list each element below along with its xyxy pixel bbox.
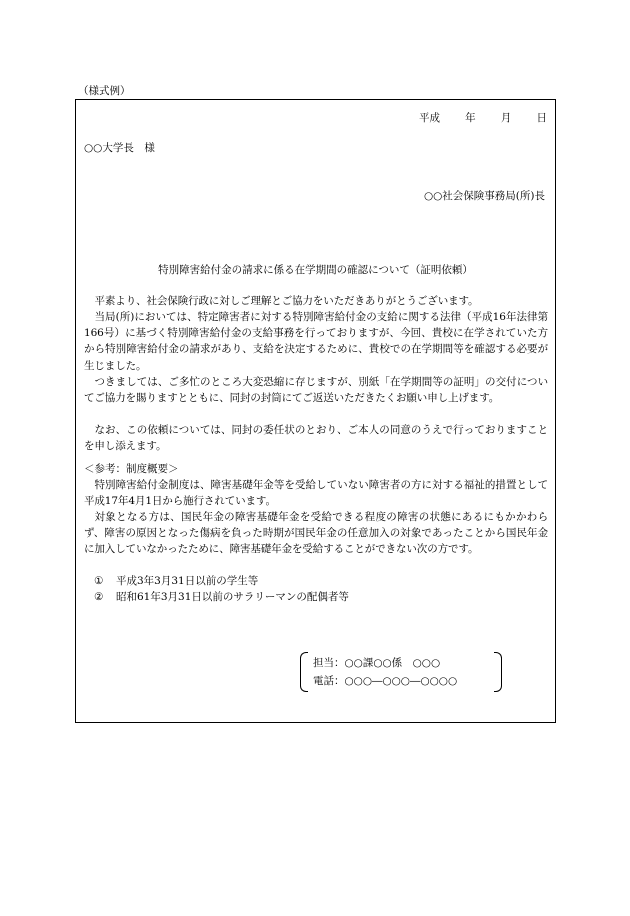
reference-list-item: [94, 589, 349, 604]
date-era: 平成: [419, 112, 440, 124]
contact-box: [300, 652, 502, 692]
body-paragraph-greeting: 平素より、社会保険行政に対しご理解とご協力をいただきありがとうございます。: [94, 295, 479, 307]
list-item-text: 平成3年3月31日以前の学生等: [116, 575, 259, 587]
body-paragraph-request: つきましては、ご多忙のところ大変恐縮に存じますが、別紙「在学期間等の証明」の交付についてご協力を賜りますとともに、同封の封筒にてご返送いただきたくお願い申し上げます。: [84, 376, 548, 405]
reference-paragraph-eligibility: 対象となる方は、国民年金の障害基礎年金を受給できる程度の障害の状態にあるにもかかわらず、障害の原因となった傷病を負った時期が国民年金の任意加入の対象であったことから国民年金に加入していなかったために、障害基礎年金を受給することができない次の方です。: [84, 511, 548, 556]
left-bracket: [300, 652, 308, 692]
body-paragraph-purpose: 当局(所)においては、特定障害者に対する特別障害給付金の支給に関する法律（平成16年法律第166号）に基づく特別障害給付金の支給事務を行っておりますが、今回、貴校に在学されていた方から特別障害給付金の請求があり、支給を決定するために、貴校での在学期間等を確認する必要が生じました。: [84, 311, 548, 372]
body-paragraph-consent: なお、この依頼については、同封の委任状のとおり、ご本人の同意のうえで行っておりますことを申し添えます。: [84, 424, 548, 453]
date-day: 日: [536, 112, 547, 124]
letter-frame: [75, 99, 556, 723]
reference-list-item: [94, 573, 258, 588]
reference-heading: ＜参考：制度概要＞: [84, 463, 179, 475]
date-year: 年: [465, 112, 476, 124]
form-label: （様式例）: [78, 85, 131, 97]
list-item-text: 昭和61年3月31日以前のサラリーマンの配偶者等: [116, 591, 349, 603]
addressee: ○○大学長 様: [84, 142, 155, 154]
letter-title: 特別障害給付金の請求に係る在学期間の確認について（証明依頼）: [158, 264, 473, 276]
reference-paragraph-system: 特別障害給付金制度は、障害基礎年金等を受給していない障害者の方に対する福祉的措置として平成17年4月1日から施行されています。: [84, 479, 548, 508]
date-line: [419, 110, 547, 125]
contact-person: 担当：○○課○○係 ○○○: [313, 657, 441, 669]
list-item-marker: ②: [94, 591, 104, 603]
sender: ○○社会保険事務局(所)長: [423, 190, 545, 202]
date-month: 月: [500, 112, 512, 124]
contact-phone: 電話：○○○―○○○―○○○○: [313, 675, 458, 687]
list-item-marker: ①: [94, 575, 104, 587]
right-bracket: [494, 652, 502, 692]
